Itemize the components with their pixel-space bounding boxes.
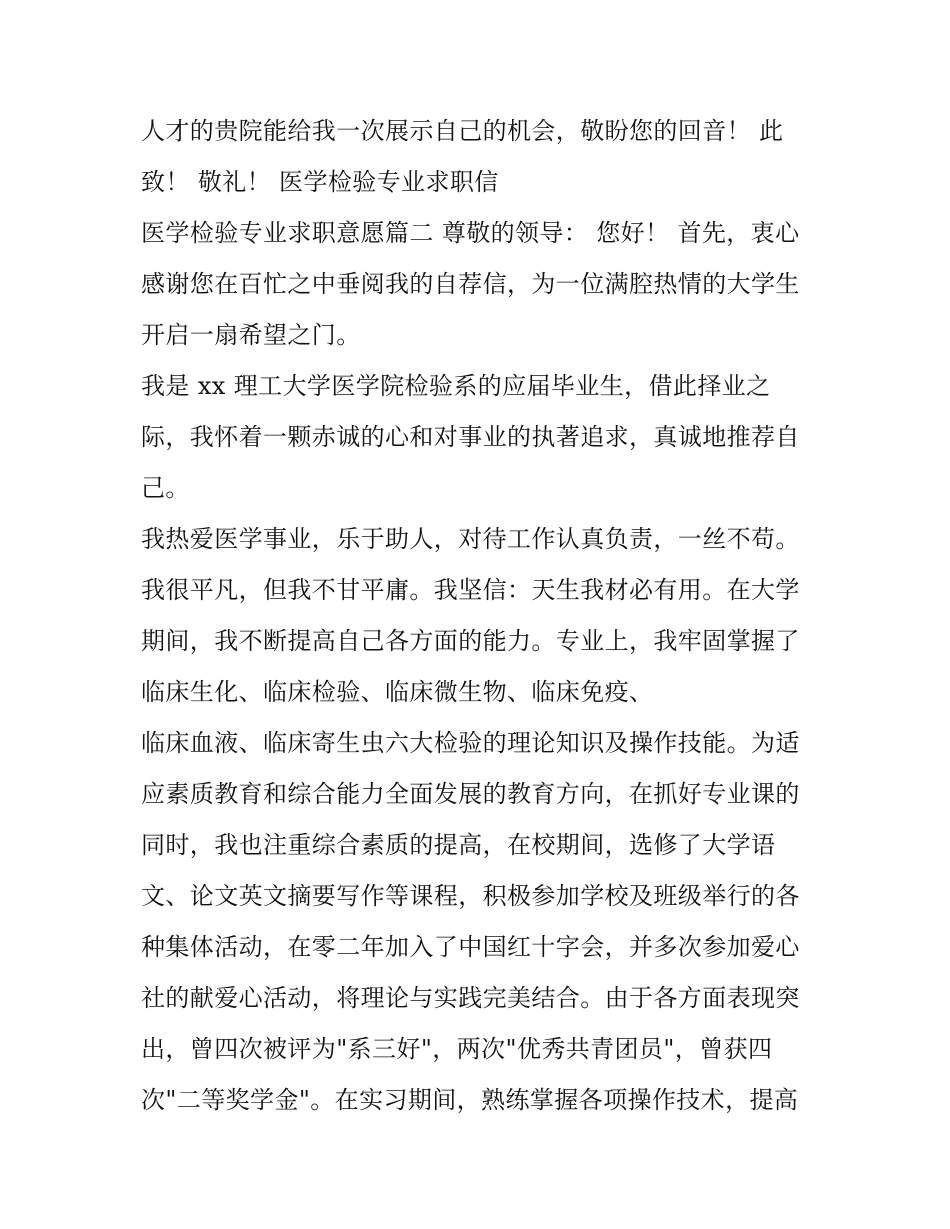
text-line-3: 医学检验专业求职意愿篇二 尊敬的领导： 您好！ 首先，衷心 (141, 219, 800, 247)
text-line-4: 感谢您在百忙之中垂阅我的自荐信，为一位满腔热情的大学生 (141, 270, 800, 298)
text-line-1: 人才的贵院能给我一次展示自己的机会，敬盼您的回音！ 此 (141, 117, 784, 145)
text-line-16: 文、论文英文摘要写作等课程，积极参加学校及班级举行的各 (141, 882, 800, 910)
text-line-15: 同时，我也注重综合素质的提高，在校期间，选修了大学语 (141, 831, 776, 859)
text-line-12: 临床生化、临床检验、临床微生物、临床免疫、 (141, 678, 654, 706)
text-line-19: 出，曾四次被评为"系三好"，两次"优秀共青团员"，曾获四 (141, 1035, 773, 1063)
text-line-10: 我很平凡，但我不甘平庸。我坚信：天生我材必有用。在大学 (141, 576, 800, 604)
text-line-2: 致！ 敬礼！ 医学检验专业求职信 (141, 168, 499, 196)
text-line-17: 种集体活动，在零二年加入了中国红十字会，并多次参加爱心 (141, 933, 800, 961)
text-line-18: 社的献爱心活动，将理论与实践完美结合。由于各方面表现突 (141, 984, 800, 1012)
text-line-14: 应素质教育和综合能力全面发展的教育方向，在抓好专业课的 (141, 780, 800, 808)
text-line-13: 临床血液、临床寄生虫六大检验的理论知识及操作技能。为适 (141, 729, 800, 757)
text-line-6: 我是 xx 理工大学医学院检验系的应届毕业生，借此择业之 (141, 372, 771, 400)
text-line-11: 期间，我不断提高自己各方面的能力。专业上，我牢固掌握了 (141, 627, 800, 655)
text-line-8: 己。 (141, 474, 190, 502)
letter-body (141, 106, 831, 1126)
text-line-20: 次"二等奖学金"。在实习期间，熟练掌握各项操作技术，提高 (141, 1086, 799, 1114)
text-line-9: 我热爱医学事业，乐于助人，对待工作认真负责，一丝不苟。 (141, 525, 800, 553)
text-line-5: 开启一扇希望之门。 (141, 321, 361, 349)
text-line-7: 际，我怀着一颗赤诚的心和对事业的执著追求，真诚地推荐自 (141, 423, 800, 451)
